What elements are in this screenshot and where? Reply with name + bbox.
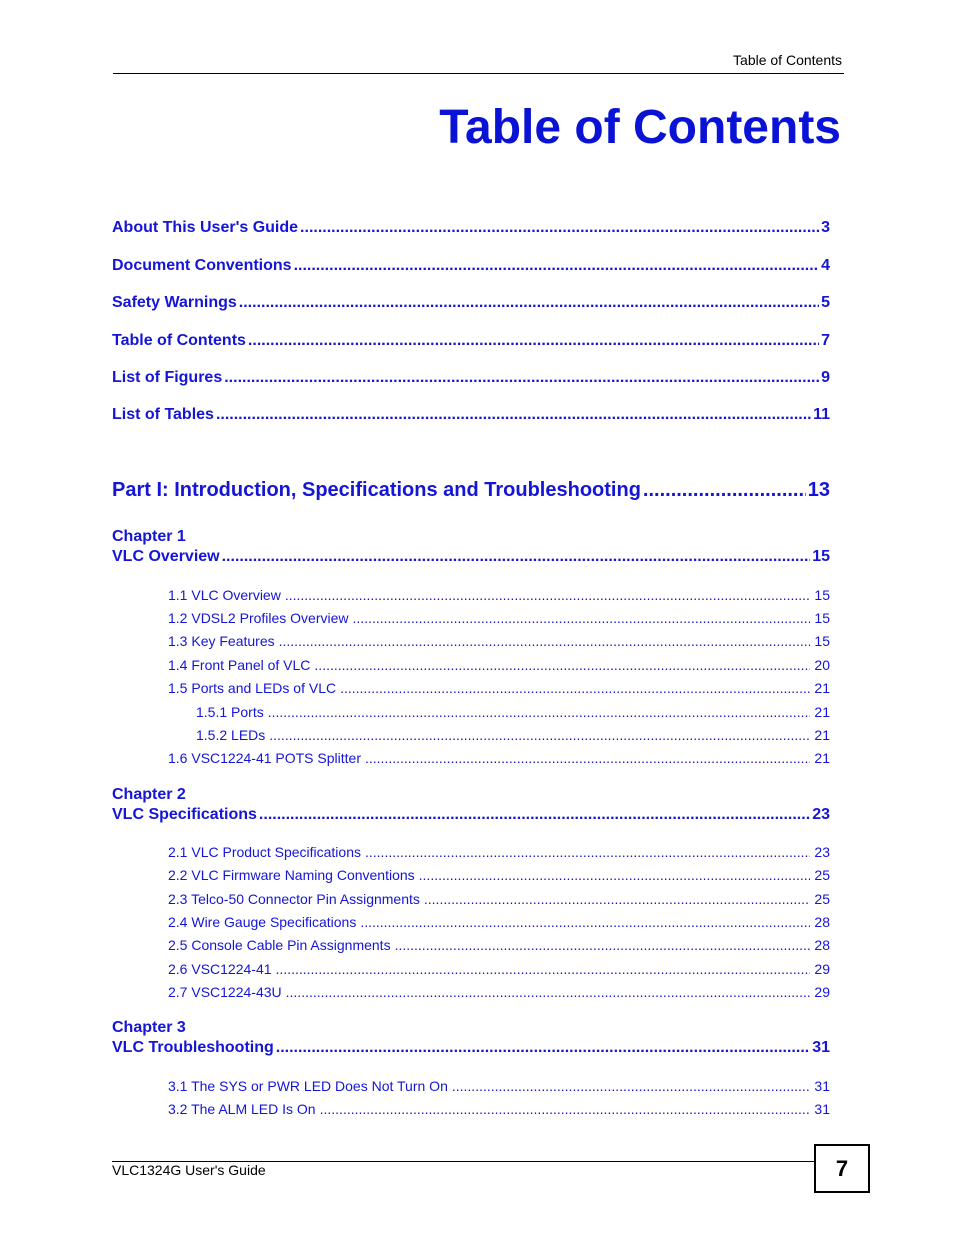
toc-section-1-4[interactable] xyxy=(168,657,830,673)
toc-entry-label: Document Conventions xyxy=(112,257,292,274)
leader-dots xyxy=(360,914,810,930)
leader-dots xyxy=(320,1101,811,1117)
toc-entry-page: 21 xyxy=(814,727,830,743)
toc-entry-page: 28 xyxy=(814,914,830,930)
toc-section-2-4[interactable] xyxy=(168,914,830,930)
toc-entry-page: 21 xyxy=(814,750,830,766)
toc-entry-page: 21 xyxy=(814,704,830,720)
toc-entry-contents[interactable] xyxy=(112,332,830,350)
toc-entry-label: 1.3 Key Features xyxy=(168,633,275,649)
toc-entry-label: 1.2 VDSL2 Profiles Overview xyxy=(168,610,349,626)
toc-entry-label: 1.4 Front Panel of VLC xyxy=(168,657,311,673)
toc-entry-label: Table of Contents xyxy=(112,332,246,349)
toc-entry-about[interactable] xyxy=(112,219,830,237)
chapter-label: Chapter 3 xyxy=(112,1019,186,1036)
toc-entry-label: 2.7 VSC1224-43U xyxy=(168,984,282,1000)
toc-entry-label: List of Figures xyxy=(112,369,223,386)
leader-dots xyxy=(224,369,819,387)
leader-dots xyxy=(269,727,810,743)
toc-entry-page: 31 xyxy=(812,1039,830,1056)
toc-entry-label: List of Tables xyxy=(112,406,214,423)
toc-entry-label: 2.2 VLC Firmware Naming Conventions xyxy=(168,867,415,883)
leader-dots xyxy=(340,680,810,696)
page-number-box xyxy=(814,1144,870,1193)
toc-entry-page: 7 xyxy=(821,332,830,349)
toc-section-1-5-1[interactable] xyxy=(196,704,830,720)
leader-dots xyxy=(314,657,810,673)
header-rule xyxy=(113,73,844,74)
leader-dots xyxy=(276,1039,810,1057)
leader-dots xyxy=(222,548,811,566)
toc-section-2-7[interactable] xyxy=(168,984,830,1000)
toc-entry-page: 11 xyxy=(813,406,830,423)
toc-entry-page: 20 xyxy=(814,657,830,673)
toc-entry-page: 31 xyxy=(814,1101,830,1117)
toc-entry-page: 15 xyxy=(812,548,830,565)
toc-entry-label: 1.1 VLC Overview xyxy=(168,587,281,603)
toc-section-2-1[interactable] xyxy=(168,844,830,860)
page-title: Table of Contents xyxy=(439,101,841,154)
toc-section-3-2[interactable] xyxy=(168,1101,830,1117)
toc-section-1-5-2[interactable] xyxy=(196,727,830,743)
toc-section-3-1[interactable] xyxy=(168,1078,830,1094)
toc-entry-page: 25 xyxy=(814,867,830,883)
toc-section-2-2[interactable] xyxy=(168,867,830,883)
toc-entry-page: 15 xyxy=(814,633,830,649)
toc-section-1-2[interactable] xyxy=(168,610,830,626)
toc-entry-label: 2.5 Console Cable Pin Assignments xyxy=(168,937,391,953)
toc-entry-label: 1.6 VSC1224-41 POTS Splitter xyxy=(168,750,361,766)
toc-entry-part1[interactable] xyxy=(112,479,830,502)
toc-entry-safety[interactable] xyxy=(112,294,830,312)
toc-entry-conventions[interactable] xyxy=(112,257,830,275)
toc-entry-page: 23 xyxy=(814,844,830,860)
toc-entry-chapter1[interactable] xyxy=(112,548,830,566)
toc-entry-label: VLC Troubleshooting xyxy=(112,1039,274,1056)
toc-entry-page: 25 xyxy=(814,891,830,907)
toc-entry-label: Part I: Introduction, Specifications and Troubleshooting xyxy=(112,479,641,501)
toc-entry-label: 3.1 The SYS or PWR LED Does Not Turn On xyxy=(168,1078,448,1094)
footer-guide-name: VLC1324G User's Guide xyxy=(112,1162,266,1178)
toc-section-2-6[interactable] xyxy=(168,961,830,977)
leader-dots xyxy=(286,984,811,1000)
leader-dots xyxy=(248,332,819,350)
toc-entry-page: 29 xyxy=(814,961,830,977)
toc-section-1-3[interactable] xyxy=(168,633,830,649)
leader-dots xyxy=(452,1078,811,1094)
toc-entry-page: 15 xyxy=(814,610,830,626)
running-header: Table of Contents xyxy=(733,52,842,68)
toc-entry-label: 2.4 Wire Gauge Specifications xyxy=(168,914,357,930)
toc-entry-label: 1.5.1 Ports xyxy=(196,704,264,720)
toc-entry-chapter3[interactable] xyxy=(112,1039,830,1057)
toc-entry-label: 1.5 Ports and LEDs of VLC xyxy=(168,680,337,696)
leader-dots xyxy=(268,704,811,720)
toc-entry-tables[interactable] xyxy=(112,406,830,424)
leader-dots xyxy=(643,479,806,502)
toc-section-2-5[interactable] xyxy=(168,937,830,953)
leader-dots xyxy=(300,219,819,237)
toc-entry-page: 5 xyxy=(821,294,830,311)
toc-section-1-1[interactable] xyxy=(168,587,830,603)
toc-section-1-6[interactable] xyxy=(168,750,830,766)
leader-dots xyxy=(239,294,819,312)
toc-entry-label: 3.2 The ALM LED Is On xyxy=(168,1101,316,1117)
toc-entry-page: 28 xyxy=(814,937,830,953)
toc-entry-chapter2[interactable] xyxy=(112,806,830,824)
toc-entry-label: VLC Overview xyxy=(112,548,220,565)
chapter-label: Chapter 2 xyxy=(112,786,186,803)
leader-dots xyxy=(285,587,811,603)
leader-dots xyxy=(259,806,810,824)
toc-entry-page: 13 xyxy=(807,479,830,501)
toc-entry-page: 4 xyxy=(821,257,830,274)
toc-entry-label: 1.5.2 LEDs xyxy=(196,727,266,743)
toc-entry-label: 2.3 Telco-50 Connector Pin Assignments xyxy=(168,891,420,907)
leader-dots xyxy=(424,891,811,907)
leader-dots xyxy=(395,937,811,953)
toc-entry-label: 2.1 VLC Product Specifications xyxy=(168,844,361,860)
toc-entry-label: 2.6 VSC1224-41 xyxy=(168,961,272,977)
toc-entry-page: 23 xyxy=(812,806,830,823)
leader-dots xyxy=(365,844,810,860)
toc-entry-page: 29 xyxy=(814,984,830,1000)
toc-entry-label: VLC Specifications xyxy=(112,806,257,823)
page-number: 7 xyxy=(835,1155,849,1181)
toc-section-2-3[interactable] xyxy=(168,891,830,907)
toc-entry-page: 3 xyxy=(821,219,830,236)
leader-dots xyxy=(419,867,811,883)
toc-section-1-5[interactable] xyxy=(168,680,830,696)
leader-dots xyxy=(279,633,811,649)
leader-dots xyxy=(353,610,811,626)
toc-entry-label: Safety Warnings xyxy=(112,294,237,311)
toc-entry-label: About This User's Guide xyxy=(112,219,299,236)
leader-dots xyxy=(294,257,820,275)
toc-entry-page: 9 xyxy=(821,369,830,386)
toc-entry-page: 15 xyxy=(814,587,830,603)
leader-dots xyxy=(216,406,811,424)
toc-entry-page: 31 xyxy=(814,1078,830,1094)
leader-dots xyxy=(365,750,810,766)
toc-entry-page: 21 xyxy=(814,680,830,696)
toc-entry-figures[interactable] xyxy=(112,369,830,387)
chapter-label: Chapter 1 xyxy=(112,528,186,545)
leader-dots xyxy=(276,961,811,977)
